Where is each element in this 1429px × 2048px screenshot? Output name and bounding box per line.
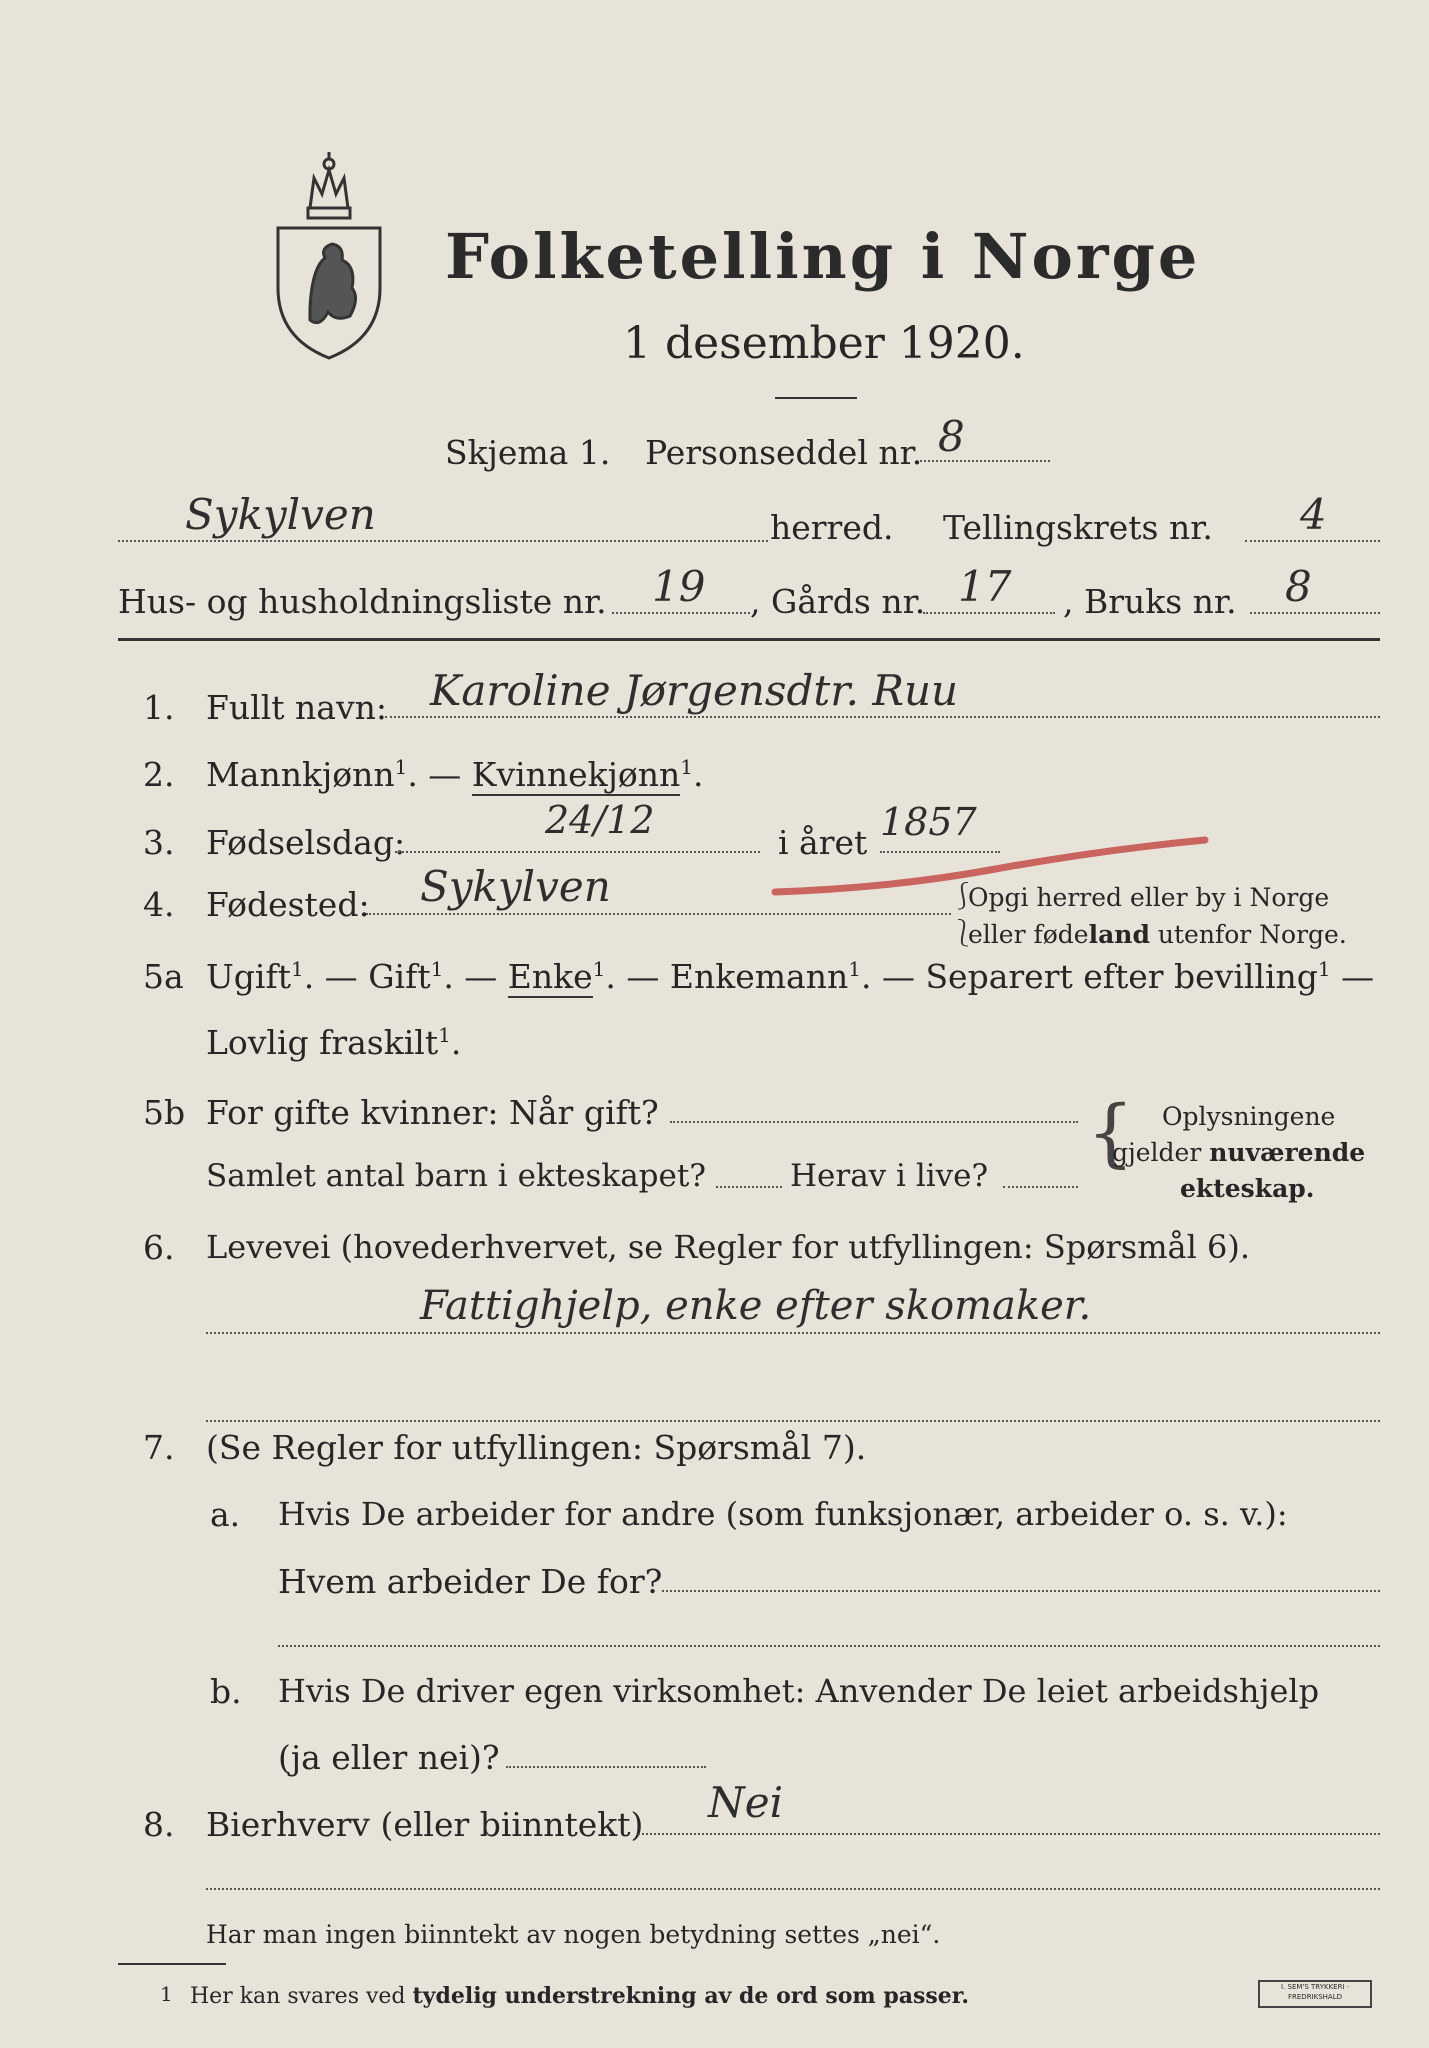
q7b-text: Hvis De driver egen virksomhet: Anvender De leiet arbeidshjelp	[278, 1672, 1320, 1710]
children-label: Samlet antal barn i ekteskapet?	[206, 1158, 706, 1194]
census-form: Folketelling i Norge 1 desember 1920. Skjema 1. Personseddel nr. 8 Sykylven herred. Tellingskrets nr. 4 Hus- og husholdningsliste nr. 19 , Gårds nr. 17 , Bruks nr. 8 1. Fullt navn: Karoline Jørgensdtr. Ruu 2. Mannkjønn$^1$. — Kvinnekjønn$^1$. 3. Fødselsdag: 24/12 i året 1857 4. Fødested: Sykylven ⎰ ⎱ Opgi herred eller by i Norge eller fødeland utenfor Norge. 5a Ugift$^1$. — Gift$^1$. — Enke$^1$. — Enkemann$^1$. — Separert efter bevilling$^1$ — Lovlig fraskilt$^1$. 5b For gifte kvinner: Når gift? Samlet antal barn i ekteskapet? Herav i live? { Oplysningene gjelder nuværende ekteskap. 6. Levevei (hovederhvervet, se Regler for utfyllingen: Spørsmål 6). Fattighjelp, enke efter skomaker. 7. (Se Regler for utfyllingen: Spørsmål 7). a. Hvis De arbeider for andre (som funksjonær, arbeider o. s. v.): Hvem arbeider De for? b. Hvis De driver egen virksomhet: Anvender De leiet arbeidshjelp (ja eller nei)? 8. Bierhverv (eller biinntekt) Nei Har man ingen biinntekt av nogen betydning settes „nei“. 1 Her kan svares ved tydelig understrekning av de ord som passer. I. SEM'S TRYKKERI · FREDRIKSHALD	[0, 0, 1429, 2048]
tellingskrets-value[interactable]: 4	[1300, 490, 1327, 539]
herred-label: herred.	[770, 508, 894, 547]
printer-stamp: I. SEM'S TRYKKERI · FREDRIKSHALD	[1258, 1980, 1372, 2008]
q4-label: Fødested:	[206, 885, 370, 924]
bruks-label: , Bruks nr.	[1063, 582, 1237, 621]
title-divider	[775, 397, 857, 399]
full-name-value[interactable]: Karoline Jørgensdtr. Ruu	[430, 666, 959, 715]
gift-option[interactable]: Gift	[368, 957, 431, 996]
year-label: i året	[778, 823, 868, 862]
herred-value[interactable]: Sykylven	[185, 490, 376, 539]
ugift-option[interactable]: Ugift	[206, 957, 291, 996]
birth-year-value[interactable]: 1857	[880, 800, 977, 844]
q7-number: 7.	[143, 1428, 175, 1467]
q1-number: 1.	[143, 688, 175, 727]
form-title: Folketelling i Norge	[445, 220, 1201, 293]
footnote-text: Her kan svares ved tydelig understrekning av de ord som passer.	[190, 1983, 970, 2009]
alive-label: Herav i live?	[790, 1158, 989, 1194]
q7-label: (Se Regler for utfyllingen: Spørsmål 7).	[206, 1428, 867, 1467]
marital-status-line: Ugift$^1$. — Gift$^1$. — Enke$^1$. — Enkemann$^1$. — Separert efter bevilling$^1$ —	[206, 957, 1375, 996]
q6-number: 6.	[143, 1228, 175, 1267]
header-rule	[118, 638, 1380, 641]
marriage-note-2: gjelder nuværende	[1112, 1138, 1366, 1167]
norwegian-coat-of-arms-icon	[270, 148, 388, 363]
husliste-value[interactable]: 19	[652, 562, 706, 611]
gards-label: , Gårds nr.	[750, 582, 926, 621]
personseddel-label: Personseddel nr.	[645, 433, 923, 472]
employs-help-label: (ja eller nei)?	[278, 1738, 500, 1777]
q7a-letter: a.	[210, 1495, 241, 1534]
birth-date-value[interactable]: 24/12	[545, 798, 655, 842]
personseddel-value[interactable]: 8	[938, 412, 965, 461]
occupation-label: Levevei (hovederhvervet, se Regler for utfyllingen: Spørsmål 6).	[206, 1228, 1251, 1266]
q4-number: 4.	[143, 885, 175, 924]
q5a-number: 5a	[143, 957, 184, 996]
enkemann-option[interactable]: Enkemann	[669, 957, 849, 996]
q1-label: Fullt navn:	[206, 688, 387, 727]
q7b-letter: b.	[210, 1672, 242, 1711]
separert-option[interactable]: Separert efter bevilling	[925, 957, 1318, 996]
sex-line: Mannkjønn$^1$. — Kvinnekjønn$^1$.	[206, 755, 704, 794]
q8-number: 8.	[143, 1805, 175, 1844]
q7a-text: Hvis De arbeider for andre (som funksjonær, arbeider o. s. v.):	[278, 1495, 1288, 1533]
footnote-number: 1	[160, 1982, 173, 2006]
occupation-value[interactable]: Fattighjelp, enke efter skomaker.	[420, 1283, 1092, 1329]
male-option[interactable]: Mannkjønn	[206, 755, 395, 794]
fraskilt-option[interactable]: Lovlig fraskilt$^1$.	[206, 1023, 462, 1062]
side-income-note: Har man ingen biinntekt av nogen betydning settes „nei“.	[206, 1920, 941, 1949]
q2-number: 2.	[143, 755, 175, 794]
when-married-label: For gifte kvinner: Når gift?	[206, 1093, 659, 1132]
birthplace-value[interactable]: Sykylven	[420, 862, 611, 911]
q3-number: 3.	[143, 823, 175, 862]
schema-label: Skjema 1.	[445, 433, 611, 472]
gards-value[interactable]: 17	[958, 562, 1012, 611]
employer-label: Hvem arbeider De for?	[278, 1562, 663, 1601]
birthplace-note-1: Opgi herred eller by i Norge	[968, 883, 1330, 912]
census-date: 1 desember 1920.	[623, 318, 1025, 369]
birthplace-note-2: eller fødeland utenfor Norge.	[968, 920, 1347, 949]
side-income-label: Bierhverv (eller biinntekt)	[206, 1805, 644, 1844]
bruks-value[interactable]: 8	[1285, 562, 1312, 611]
marriage-note-3: ekteskap.	[1180, 1174, 1315, 1203]
female-option[interactable]: Kvinnekjønn	[471, 755, 681, 794]
side-income-value[interactable]: Nei	[708, 1778, 784, 1827]
q5b-number: 5b	[143, 1093, 186, 1132]
husliste-label: Hus- og husholdningsliste nr.	[118, 582, 607, 621]
tellingskrets-label: Tellingskrets nr.	[943, 508, 1213, 547]
enke-option[interactable]: Enke	[507, 957, 593, 996]
marriage-note-1: Oplysningene	[1162, 1102, 1336, 1131]
q3-label: Fødselsdag:	[206, 823, 406, 862]
